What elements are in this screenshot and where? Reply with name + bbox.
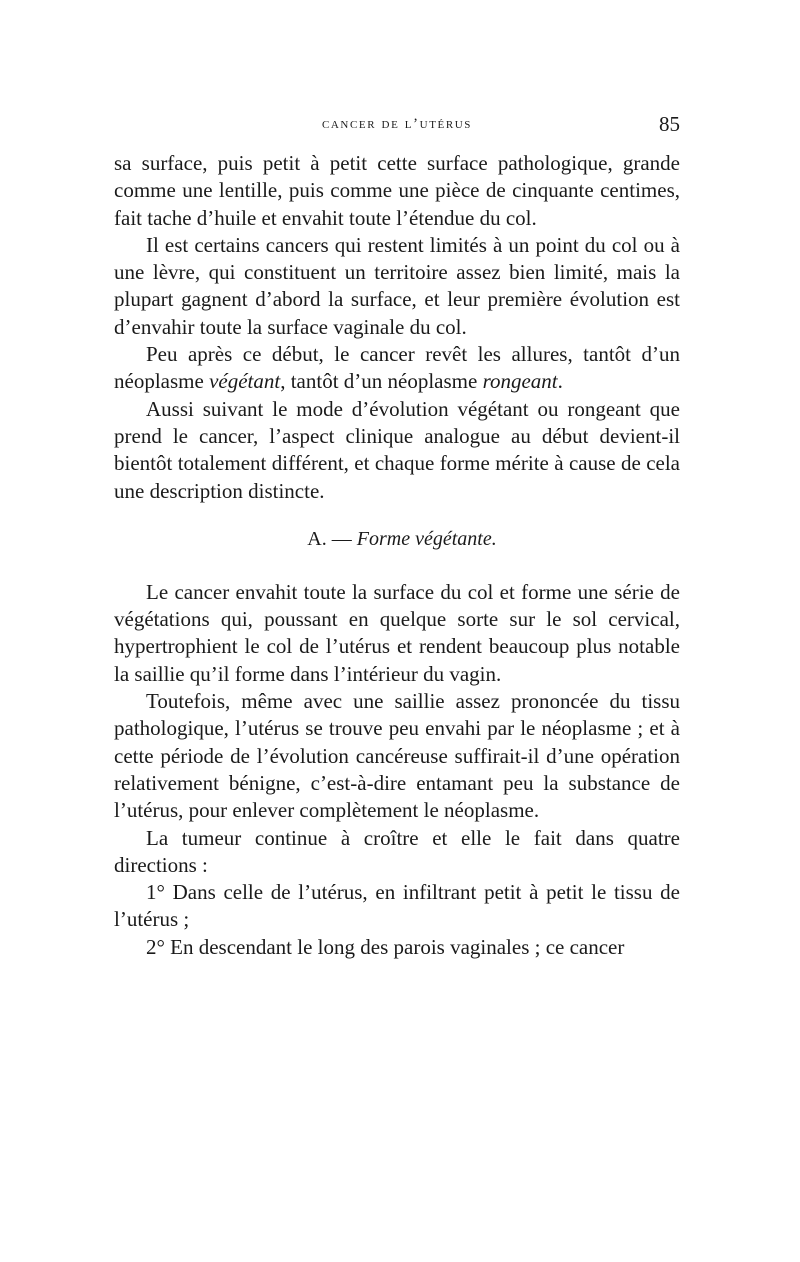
running-title: cancer de l’utérus bbox=[321, 116, 473, 132]
term-rongeant: rongeant bbox=[482, 369, 558, 394]
section-heading bbox=[114, 525, 680, 553]
section-label: A. — bbox=[307, 527, 352, 550]
book-page bbox=[114, 108, 680, 961]
paragraph-continuation: sa surface, puis petit à petit cette surface pathologique, grande comme une lentille, puis comme une pièce de cinquante centimes, fait tache d’huile et envahit toute l’étendue du col. bbox=[114, 151, 680, 230]
list-item: 1° Dans celle de l’utérus, en infiltrant petit à petit le tissu de l’utérus ; bbox=[114, 880, 680, 932]
body-text bbox=[114, 150, 680, 961]
paragraph: Aussi suivant le mode d’évolution végétant ou rongeant que prend le cancer, l’aspect clinique analogue au début devient-il bientôt totalement différent, et chaque forme mérite à cause de cela une description distincte. bbox=[114, 396, 680, 503]
paragraph: Le cancer envahit toute la surface du col et forme une série de végétations qui, poussant en quelque sorte sur le sol cervical, hypertrophient le col de l’utérus et rendent beaucoup plus notable la saillie qu’il forme dans l’intérieur du vagin. bbox=[114, 579, 680, 686]
running-head bbox=[114, 108, 680, 140]
paragraph: Toutefois, même avec une saillie assez prononcée du tissu pathologique, l’utérus se trouve peu envahi par le néoplasme ; et à cette période de l’évolution cancéreuse suffirait-il d’une opération relativement bénigne, c’est-à-dire entamant peu la substance de l’utérus, pour enlever complètement le néoplasme. bbox=[114, 689, 680, 823]
term-vegetant: végétant bbox=[209, 369, 281, 394]
paragraph-forms: Peu après ce début, le cancer revêt les allures, tantôt d’un néoplasme végétant, tantôt d’un néoplasme rongeant. bbox=[114, 342, 680, 394]
paragraph: Il est certains cancers qui restent limités à un point du col ou à une lèvre, qui constituent un territoire assez bien limité, mais la plupart gagnent d’abord la surface, et leur première évolution est d’envahir toute la surface vaginale du col. bbox=[114, 232, 680, 339]
section-title: Forme végétante. bbox=[356, 527, 497, 550]
paragraph: La tumeur continue à croître et elle le fait dans quatre directions : bbox=[114, 825, 680, 877]
page-number: 85 bbox=[659, 112, 680, 136]
list-item: 2° En descendant le long des parois vaginales ; ce cancer bbox=[146, 934, 625, 959]
